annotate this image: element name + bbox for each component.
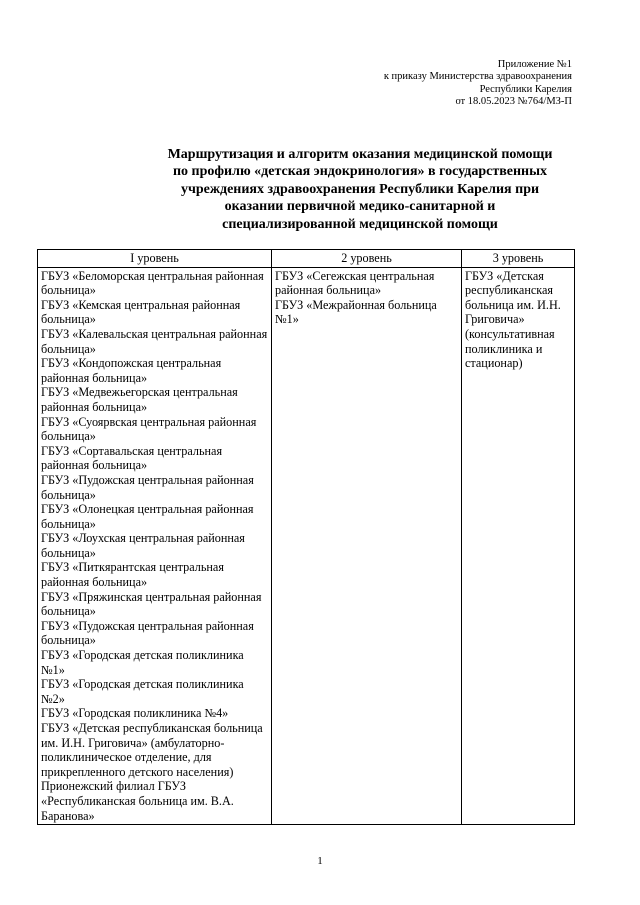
facility-entry: ГБУЗ «Суоярвская центральная районная больница» <box>41 414 257 444</box>
facility-entry: ГБУЗ «Городская детская поликлиника №2» <box>41 677 244 706</box>
level-3-cell <box>462 267 575 825</box>
document-title <box>140 146 580 233</box>
facility-entry: ГБУЗ «Лоухская центральная районная больница» <box>41 531 245 560</box>
title-line: оказании первичной медико-санитарной и <box>224 199 496 215</box>
title-line: Маршрутизация и алгоритм оказания медицинской помощи <box>167 147 553 162</box>
facility-entry: ГБУЗ «Детская республиканская больница им. И.Н. Григовича» (амбулаторно-поликлиническое отделение, для прикрепленного детского населения) <box>41 721 263 779</box>
title-line: по профилю «детская эндокринология» в государственных <box>172 164 548 180</box>
facility-entry: ГБУЗ «Беломорская центральная районная больница» <box>41 268 264 298</box>
facility-entry: ГБУЗ «Сегежская центральная районная больница» <box>275 268 435 298</box>
facility-entry: ГБУЗ «Медвежьегорская центральная районная больница» <box>41 385 238 414</box>
republic-line: Республики Карелия <box>479 83 572 95</box>
level-1-cell <box>38 267 272 825</box>
facility-entry: ГБУЗ «Городская поликлиника №4» <box>41 706 229 721</box>
facility-entry: ГБУЗ «Пудожская центральная районная больница» <box>41 472 254 502</box>
order-line: к приказу Министерства здравоохранения <box>383 71 572 83</box>
facility-entry: ГБУЗ «Детская республиканская больница им. И.Н. Григовича» (консультативная поликлиника и стационар) <box>465 268 561 371</box>
facility-entry: ГБУЗ «Пряжинская центральная районная больница» <box>41 589 262 619</box>
level-2-cell <box>272 267 462 825</box>
title-line: учреждениях здравоохранения Республики Карелия при <box>180 181 540 197</box>
facility-entry: ГБУЗ «Калевальская центральная районная больница» <box>41 326 268 356</box>
facility-entry: ГБУЗ «Кондопожская центральная районная больница» <box>41 356 222 385</box>
facility-entry: ГБУЗ «Кемская центральная районная больница» <box>41 297 241 327</box>
order-reference <box>272 59 572 108</box>
order-date-number: от 18.05.2023 №764/МЗ-П <box>455 95 572 107</box>
header-level-1: I уровень <box>38 250 272 268</box>
facility-entry: ГБУЗ «Питкярантская центральная районная больница» <box>41 560 224 590</box>
header-level-3: 3 уровень <box>462 250 575 268</box>
facility-entry: ГБУЗ «Пудожская центральная районная больница» <box>41 618 254 648</box>
facility-entry: ГБУЗ «Межрайонная больница №1» <box>275 297 437 327</box>
facility-entry: ГБУЗ «Олонецкая центральная районная больница» <box>41 502 254 531</box>
page-number: 1 <box>317 855 323 867</box>
table-header-row <box>38 250 575 268</box>
facility-entry: ГБУЗ «Сортавальская центральная районная больница» <box>41 443 223 473</box>
appendix-label: Приложение №1 <box>497 59 572 70</box>
facility-entry: Прионежский филиал ГБУЗ «Республиканская больница им. В.А. Баранова» <box>41 779 234 823</box>
title-line: специализированной медицинской помощи <box>222 216 498 232</box>
facility-entry: ГБУЗ «Городская детская поликлиника №1» <box>41 648 244 677</box>
table-row <box>38 267 575 825</box>
header-level-2: 2 уровень <box>272 250 462 268</box>
routing-table <box>37 249 575 825</box>
